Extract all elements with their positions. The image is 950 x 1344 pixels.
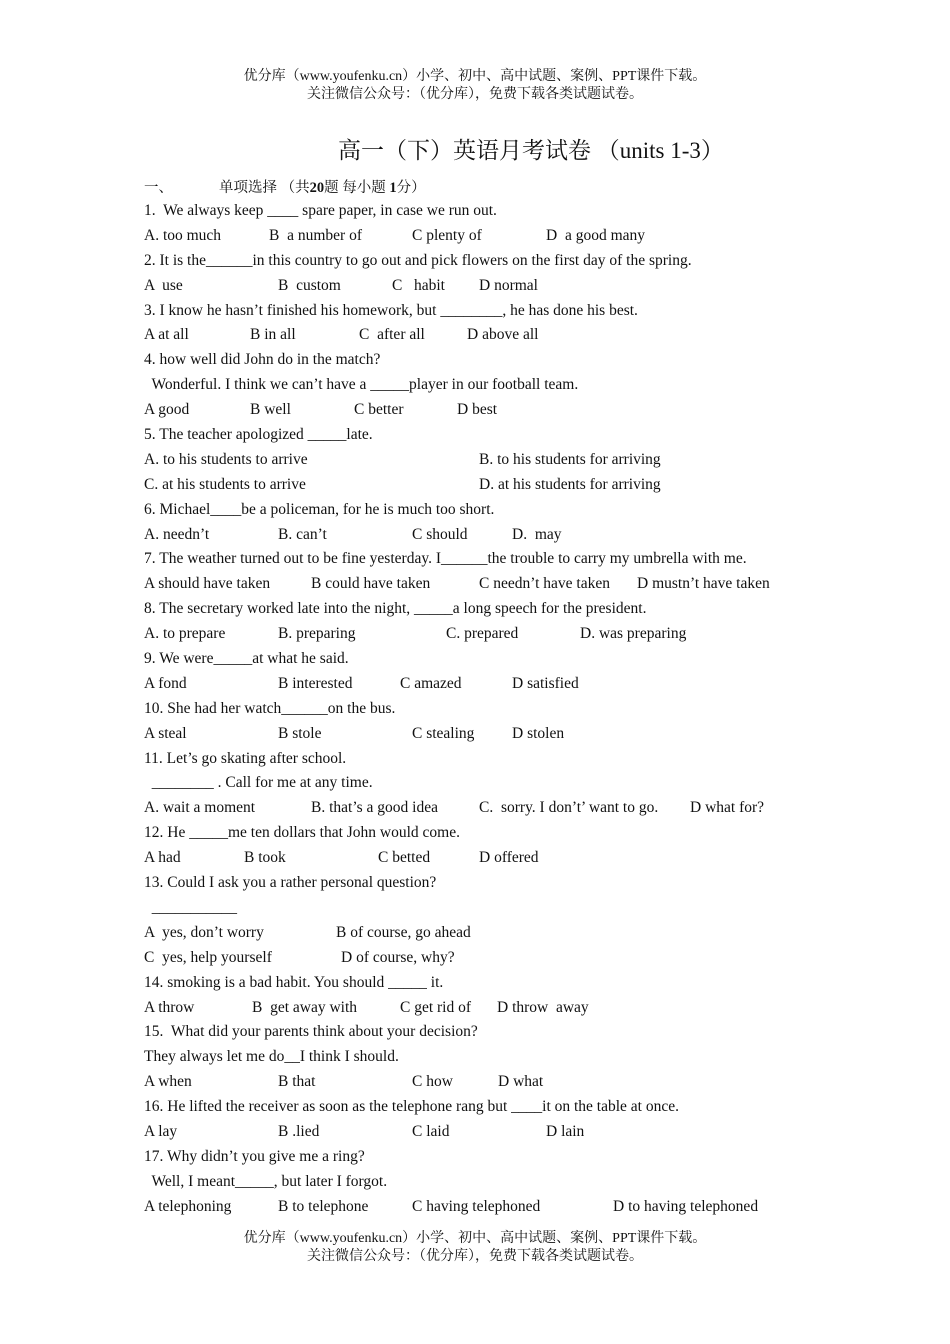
answer-option: A when — [144, 1073, 192, 1091]
answer-option: D what for? — [690, 799, 765, 817]
question-text: 5. The teacher apologized _____late. — [144, 426, 373, 444]
answer-option: A lay — [144, 1122, 178, 1140]
answer-option: D. may — [512, 525, 562, 543]
answer-option: C yes, help yourself — [144, 948, 272, 966]
question-line — [144, 896, 924, 921]
answer-option: C. sorry. I don’t’ want to go. — [479, 799, 659, 817]
question-line — [144, 971, 924, 996]
section-heading — [144, 176, 426, 197]
question-text: 13. Could I ask you a rather personal question? — [144, 874, 437, 892]
answer-option: B. that’s a good idea — [311, 799, 438, 817]
question-line — [144, 697, 924, 722]
question-text: 7. The weather turned out to be fine yesterday. I______the trouble to carry my umbrella with me. — [144, 550, 747, 568]
section-note-prefix: （共 — [280, 180, 310, 196]
answer-option: B took — [244, 849, 286, 867]
answer-option: C betted — [378, 849, 431, 867]
question-text: 3. I know he hasn’t finished his homework, but ________, he has done his best. — [144, 301, 638, 319]
question-text: 6. Michael____be a policeman, for he is much too short. — [144, 500, 495, 518]
answer-option: C should — [412, 525, 468, 543]
exam-title: 高一（下）英语月考试卷 （units 1-3） — [338, 138, 724, 163]
question-text: 9. We were_____at what he said. — [144, 650, 349, 668]
answer-option: D above all — [467, 326, 539, 344]
answer-option: D lain — [546, 1122, 585, 1140]
answer-option: B stole — [278, 724, 322, 742]
question-line — [144, 299, 924, 324]
answer-option: A should have taken — [144, 575, 271, 593]
question-line — [144, 647, 924, 672]
question-line — [144, 597, 924, 622]
answer-option: A telephoning — [144, 1197, 232, 1215]
answer-options-row — [144, 622, 924, 647]
question-line — [144, 249, 924, 274]
question-line — [144, 1095, 924, 1120]
answer-option: D normal — [479, 276, 538, 294]
answer-option: B custom — [278, 276, 341, 294]
answer-options-row — [144, 996, 924, 1021]
answer-option: B well — [250, 401, 291, 419]
answer-option: A. wait a moment — [144, 799, 256, 817]
question-line — [144, 348, 924, 373]
question-text: Well, I meant_____, but later I forgot. — [144, 1172, 388, 1190]
question-text: 2. It is the______in this country to go out and pick flowers on the first day of the spring. — [144, 251, 692, 269]
answer-option: A throw — [144, 998, 195, 1016]
answer-option: C laid — [412, 1122, 450, 1140]
question-text: 12. He _____me ten dollars that John would come. — [144, 824, 460, 842]
answer-option: D. was preparing — [580, 625, 687, 643]
question-line — [144, 871, 924, 896]
section-number: 一、 — [144, 180, 173, 196]
question-text: 16. He lifted the receiver as soon as the telephone rang but ____it on the table at once. — [144, 1098, 679, 1116]
answer-option: C amazed — [400, 674, 462, 692]
answer-option: A. to his students to arrive — [144, 450, 308, 468]
answer-options-row — [144, 921, 924, 946]
answer-option: A. to prepare — [144, 625, 226, 643]
answer-option: C after all — [359, 326, 425, 344]
section-name: 单项选择 — [219, 180, 277, 196]
question-text: 10. She had her watch______on the bus. — [144, 699, 396, 717]
answer-option: C plenty of — [412, 226, 482, 244]
question-line — [144, 199, 924, 224]
answer-option: C better — [354, 401, 404, 419]
answer-option: A. too much — [144, 226, 222, 244]
question-text: ___________ — [144, 898, 237, 916]
answer-option: A at all — [144, 326, 189, 344]
answer-options-row — [144, 398, 924, 423]
answer-option: D a good many — [546, 226, 646, 244]
question-text: 14. smoking is a bad habit. You should _____ it. — [144, 973, 444, 991]
question-line — [144, 1145, 924, 1170]
section-note-suffix: 分） — [396, 180, 426, 196]
answer-options-row — [144, 1070, 924, 1095]
answer-option: D throw away — [497, 998, 589, 1016]
answer-option: B get away with — [252, 998, 358, 1016]
header-line-1: 优分库（www.youfenku.cn）小学、初中、高中试题、案例、PPT课件下载。 — [243, 69, 707, 84]
question-line — [144, 423, 924, 448]
answer-option: B that — [278, 1073, 316, 1091]
answer-option: C how — [412, 1073, 453, 1091]
answer-option: A steal — [144, 724, 187, 742]
answer-option: C needn’t have taken — [479, 575, 610, 593]
question-text: 15. What did your parents think about your decision? — [144, 1023, 478, 1041]
header-line-2: 关注微信公众号：（优分库），免费下载各类试题试卷。 — [307, 87, 643, 102]
answer-option: B interested — [278, 674, 353, 692]
answer-option: B in all — [250, 326, 296, 344]
answer-options-row — [144, 224, 924, 249]
answer-option: B. preparing — [278, 625, 356, 643]
answer-option: D. at his students for arriving — [479, 475, 661, 493]
answer-option: B of course, go ahead — [336, 923, 471, 941]
answer-option: D offered — [479, 849, 539, 867]
answer-option: B .lied — [278, 1122, 320, 1140]
question-line — [144, 1170, 924, 1195]
answer-option: B a number of — [269, 226, 362, 244]
answer-options-row — [144, 448, 924, 473]
question-text: 8. The secretary worked late into the night, _____a long speech for the president. — [144, 600, 647, 618]
answer-option: C having telephoned — [412, 1197, 541, 1215]
answer-option: A good — [144, 401, 190, 419]
answer-options-row — [144, 946, 924, 971]
answer-option: D to having telephoned — [613, 1197, 759, 1215]
answer-option: C. at his students to arrive — [144, 475, 306, 493]
answer-options-row — [144, 274, 924, 299]
answer-option: D what — [498, 1073, 544, 1091]
answer-option: C. prepared — [446, 625, 519, 643]
question-line — [144, 547, 924, 572]
footer-line-1: 优分库（www.youfenku.cn）小学、初中、高中试题、案例、PPT课件下载。 — [243, 1231, 707, 1246]
question-line — [144, 373, 924, 398]
answer-option: B. can’t — [278, 525, 327, 543]
answer-option: D satisfied — [512, 674, 579, 692]
question-line — [144, 498, 924, 523]
points-per-question: 1 — [389, 180, 397, 196]
answer-option: B could have taken — [311, 575, 431, 593]
answer-option: A had — [144, 849, 181, 867]
answer-options-row — [144, 796, 924, 821]
section-note-mid: 题 每小题 — [324, 180, 386, 196]
answer-options-row — [144, 473, 924, 498]
answer-option: A. needn’t — [144, 525, 210, 543]
answer-options-row — [144, 846, 924, 871]
answer-option: C get rid of — [400, 998, 472, 1016]
answer-option: D stolen — [512, 724, 565, 742]
question-text: 1. We always keep ____ spare paper, in case we run out. — [144, 202, 497, 219]
answer-option: A fond — [144, 674, 187, 692]
question-text: 4. how well did John do in the match? — [144, 351, 381, 369]
question-line — [144, 771, 924, 796]
question-list — [144, 199, 924, 1220]
answer-options-row — [144, 572, 924, 597]
answer-option: A yes, don’t worry — [144, 923, 264, 941]
answer-option: C habit — [392, 276, 445, 294]
question-text: 11. Let’s go skating after school. — [144, 749, 347, 767]
question-line — [144, 1020, 924, 1045]
answer-option: C stealing — [412, 724, 475, 742]
answer-options-row — [144, 1195, 924, 1220]
answer-options-row — [144, 722, 924, 747]
footer-line-2: 关注微信公众号：（优分库），免费下载各类试题试卷。 — [307, 1249, 643, 1264]
answer-option: B to telephone — [278, 1197, 369, 1215]
page-footer — [0, 1230, 950, 1266]
answer-option: A use — [144, 276, 183, 294]
question-count: 20 — [309, 180, 325, 196]
answer-option: B. to his students for arriving — [479, 450, 661, 468]
answer-option: D of course, why? — [341, 948, 455, 966]
question-line — [144, 1045, 924, 1070]
question-text: ________ . Call for me at any time. — [144, 774, 373, 792]
question-text: They always let me do__I think I should. — [144, 1048, 399, 1066]
answer-options-row — [144, 323, 924, 348]
question-text: Wonderful. I think we can’t have a _____player in our football team. — [144, 376, 579, 394]
answer-option: D mustn’t have taken — [637, 575, 770, 593]
page-header — [0, 68, 950, 104]
answer-options-row — [144, 523, 924, 548]
answer-options-row — [144, 672, 924, 697]
answer-option: D best — [457, 401, 498, 419]
question-text: 17. Why didn’t you give me a ring? — [144, 1147, 365, 1165]
question-line — [144, 821, 924, 846]
question-line — [144, 747, 924, 772]
answer-options-row — [144, 1120, 924, 1145]
